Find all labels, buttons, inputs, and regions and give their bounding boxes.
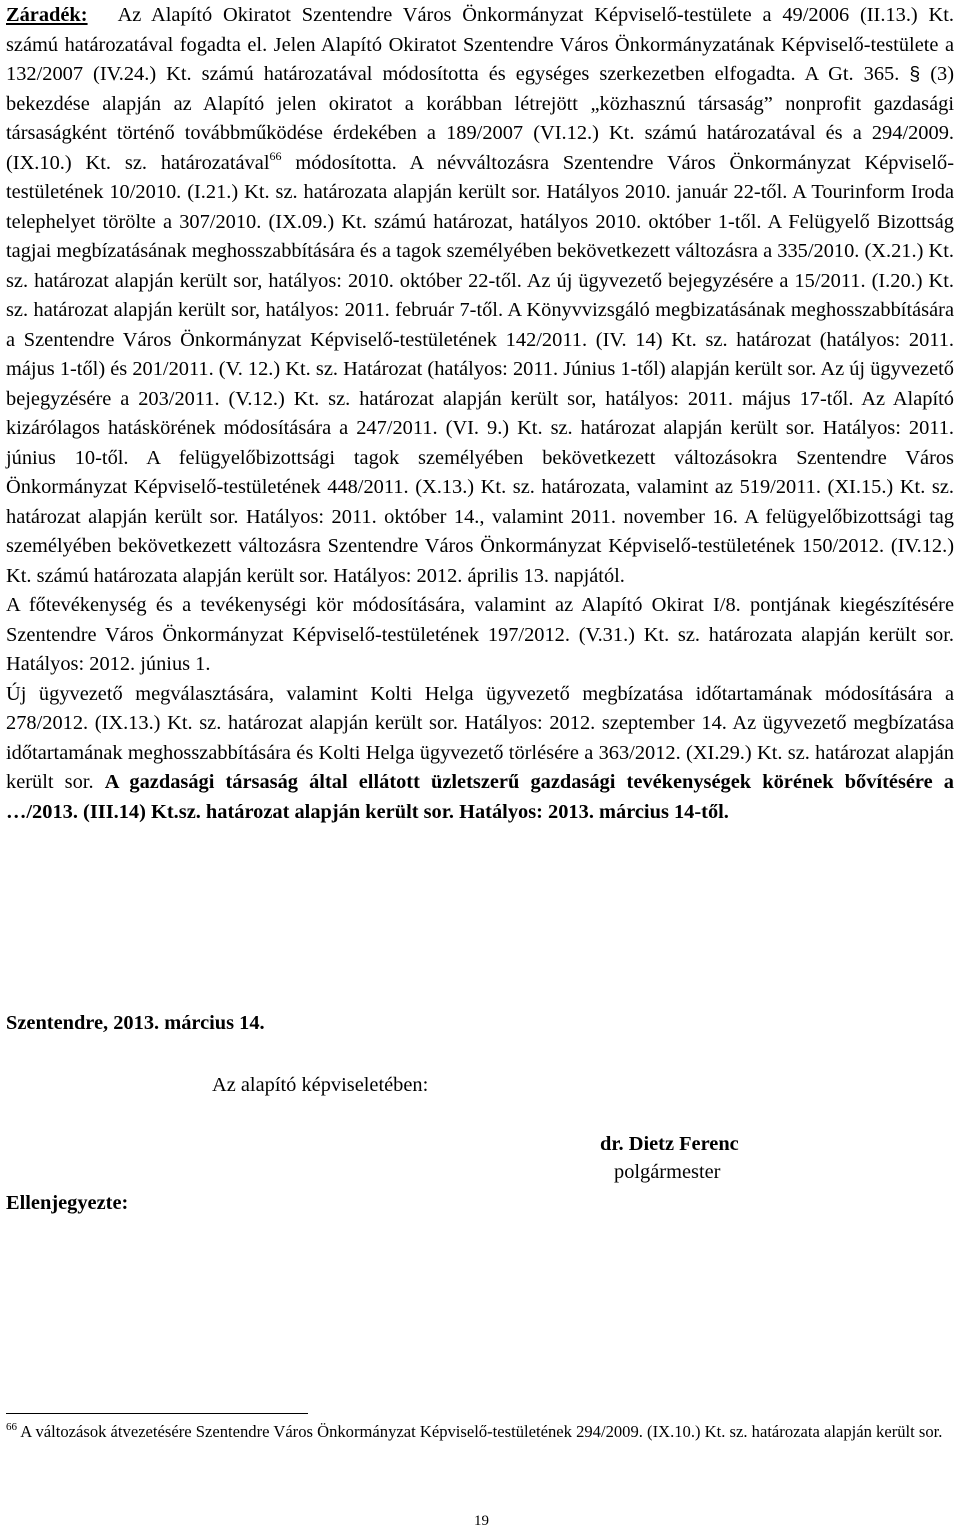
footnote-number: 66 xyxy=(6,1421,17,1433)
clause-text-part-2: (3) bekezdése alapján az Alapító jelen okiratot a korábban létrejött „közhasznú társaság” nonprofit gazdasági társaságként történő továbbműködése érdekében a 189/2007 (VI.12.) Kt. számú határozatával és a 294/2009. (IX.10.) Kt. sz. határozatával xyxy=(6,63,954,174)
clause-text-part-1: Az Alapító Okiratot Szentendre Város Önkormányzat Képviselő-testülete a 49/2006 (II.13.) Kt. számú határozatával fogadta el. Jelen Alapító Okiratot Szentendre Város Önkormányzatának Képviselő-testülete a 132/2007 (IV.24.) Kt. számú határozatával módosította és egységes szerkezetben elfogadta. A Gt. 365. xyxy=(6,4,954,85)
signer-title: polgármester xyxy=(614,1161,721,1183)
section-sign: § xyxy=(909,63,921,85)
place-date: Szentendre, 2013. március 14. xyxy=(6,1012,265,1034)
clause-text-part-5-bold: A gazdasági társaság által ellátott üzletszerű gazdasági tevékenységek körének bővítésére a …/2013. (III.14) Kt.sz. határozat alapján került sor. Hatályos: 2013. március 14-től. xyxy=(6,771,954,823)
document-page xyxy=(6,0,954,1529)
clause-text-part-4: A főtevékenység és a tevékenységi kör módosítására, valamint az Alapító Okirat I/8. pontjának kiegészítésére Szentendre Város Önkormányzat Képviselő-testületének 197/2012. (V.31.) Kt. sz. határozata alapján került sor. Hatályos: 2012. június 1. xyxy=(6,594,954,675)
footnote-divider xyxy=(6,1413,308,1414)
page-number: 19 xyxy=(474,1513,489,1529)
countersigned-label: Ellenjegyezte: xyxy=(6,1192,129,1214)
footnote-reference[interactable]: 66 xyxy=(269,148,282,163)
clause-paragraph xyxy=(6,0,954,827)
clause-label: Záradék: xyxy=(6,4,88,26)
clause-text-part-5: Új ügyvezető megválasztására, valamint Kolti Helga ügyvezető megbízatása időtartamának módosítására a 278/2012. (IX.13.) Kt. sz. határozat alapján került sor. Hatályos: 2012. szeptember 14. Az ügyvezető megbízatása időtartamának meghosszabbítására és Kolti Helga ügyvezető törlésére a 363/2012. (XI.29.) Kt. sz. határozat alapján került sor. xyxy=(6,682,954,793)
representation-line: Az alapító képviseletében: xyxy=(212,1074,429,1096)
clause-text-part-3: módosította. A névváltozásra Szentendre Város Önkormányzat Képviselő-testületének 10/2010. (I.21.) Kt. sz. határozata alapján került sor. Hatályos 2010. január 22-től. A Tourinform Iroda telephelyet törölte a 307/2010. (IX.09.) Kt. számú határozat, hatályos 2010. október 1-től. A Felügyelő Bizottság tagjai megbízatásának meghosszabbítására és a tagok személyében bekövetkezett változásra a 335/2010. (X.21.) Kt. sz. határozat alapján került sor, hatályos: 2010. október 22-től. Az új ügyvezető bejegyzésére a 15/2011. (I.20.) Kt. sz. határozat alapján került sor, hatályos: 2011. február 7-től. A Könyvvizsgáló megbizatásának meghosszabbítására a Szentendre Város Önkormányzat Képviselő-testületének 142/2011. (IV. 14) Kt. sz. határozat (hatályos: 2011. május 1-től) és 201/2011. (V. 12.) Kt. sz. Határozat (hatályos: 2011. Június 1-től) alapján került sor. Az új ügyvezető bejegyzésére a 203/2011. (V.12.) Kt. sz. határozat alapján került sor, hatályos: 2011. május 17-től. Az Alapító kizárólagos hatáskörének módosítására a 247/2011. (VI. 9.) Kt. sz. határozat alapján került sor. Hatályos: 2011. június 10-től. A felügyelőbizottsági tagok személyében bekövetkezett változásokra Szentendre Város Önkormányzat Képviselő-testületének 448/2011. (X.13.) Kt. sz. határozata, valamint az 519/2011. (XI.15.) Kt. sz. határozat alapján került sor. Hatályos: 2011. október 14., valamint 2011. november 16. A felügyelőbizottsági tag személyében bekövetkezett változásra Szentendre Város Önkormányzat Képviselő-testületének 150/2012. (IV.12.) Kt. számú határozata alapján került sor. Hatályos: 2012. április 13. napjától. xyxy=(6,151,954,587)
signer-name: dr. Dietz Ferenc xyxy=(600,1133,739,1155)
footnote xyxy=(6,1420,954,1443)
footnote-text: A változások átvezetésére Szentendre Város Önkormányzat Képviselő-testületének 294/2009. (IX.10.) Kt. sz. határozata alapján került sor. xyxy=(20,1422,943,1441)
